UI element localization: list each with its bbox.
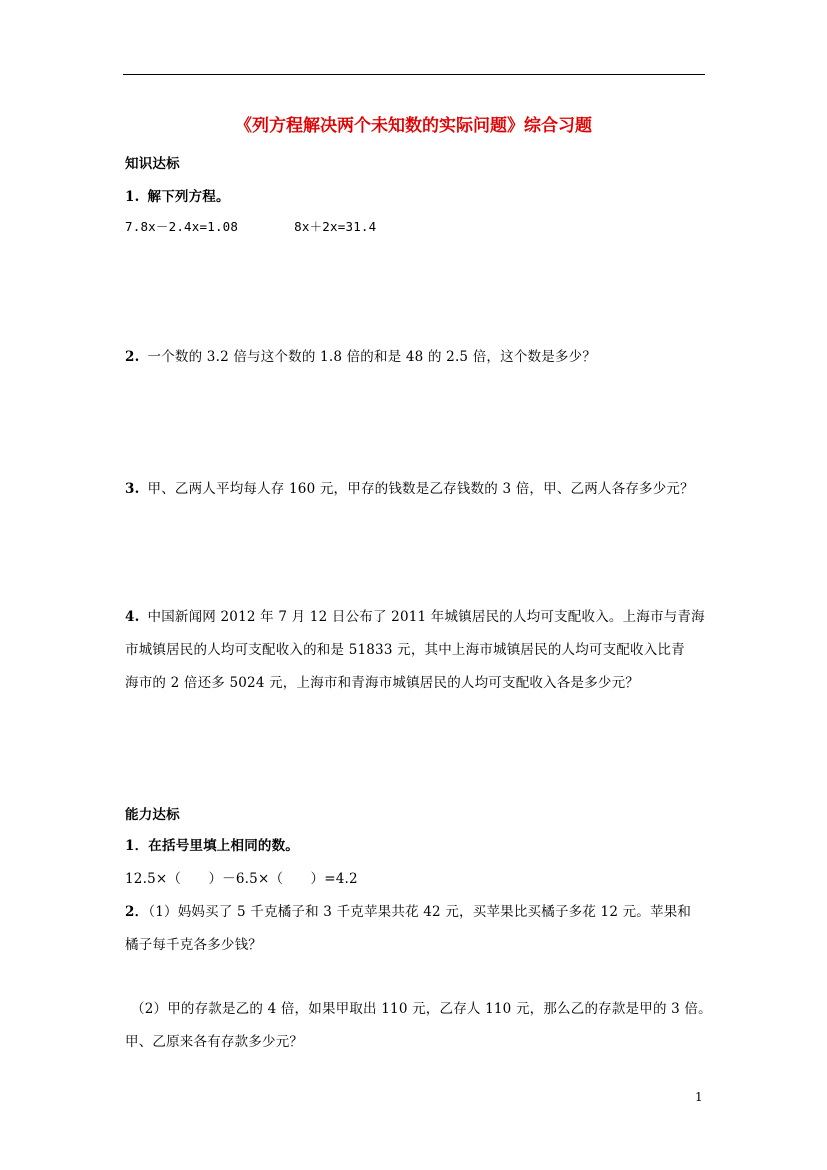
question-1-text: 解下列方程。	[147, 189, 230, 205]
question-4-line-1	[125, 605, 705, 625]
header-rule	[123, 74, 705, 75]
question-3-number: 3.	[125, 481, 140, 497]
question-2-number: 2.	[125, 349, 140, 365]
question-4-number: 4.	[125, 609, 140, 625]
question-1	[125, 185, 230, 205]
question-4-text-1: 中国新闻网 2012 年 7 月 12 日公布了 2011 年城镇居民的人均可支配收入。上海市与青海	[147, 609, 705, 625]
question-2	[125, 345, 596, 365]
ability-question-1-number: 1．	[125, 838, 149, 854]
ability-question-1-text: 在括号里填上相同的数。	[148, 838, 299, 854]
ability-question-1-expression: 12.5×（ ）－6.5×（ ）=4.2	[125, 871, 358, 887]
question-1-number: 1.	[125, 189, 140, 205]
section-heading-knowledge: 知识达标	[125, 156, 180, 172]
ability-question-2-part-1-text: （1）妈妈买了 5 千克橘子和 3 千克苹果共花 42 元，买苹果比买橘子多花 12 元。苹果和	[148, 904, 692, 920]
page-number: 1	[695, 1090, 703, 1104]
section-heading-ability: 能力达标	[125, 807, 180, 823]
ability-question-2-part-2-line-1: （2）甲的存款是乙的 4 倍，如果甲取出 110 元，乙存人 110 元，那么乙的存款是甲的 3 倍。	[131, 1001, 712, 1017]
ability-question-2-part-2-line-2: 甲、乙原来各有存款多少元？	[125, 1034, 304, 1050]
ability-question-1	[125, 834, 299, 854]
question-3-text: 甲、乙两人平均每人存 160 元，甲存的钱数是乙存钱数的 3 倍，甲、乙两人各存多少元？	[147, 481, 694, 497]
ability-question-2-number: 2．	[125, 904, 149, 920]
question-2-text: 一个数的 3.2 倍与这个数的 1.8 倍的和是 48 的 2.5 倍，这个数是多少？	[147, 349, 597, 365]
document-title: 《列方程解决两个未知数的实际问题》综合习题	[235, 116, 592, 136]
equation-1: 7.8x－2.4x=1.08	[125, 219, 239, 234]
question-3	[125, 477, 694, 497]
equations-row	[125, 217, 376, 235]
question-4-line-2: 市城镇居民的人均可支配收入的和是 51833 元，其中上海市城镇居民的人均可支配收入比青	[125, 642, 685, 658]
question-4-line-3: 海市的 2 倍还多 5024 元，上海市和青海市城镇居民的人均可支配收入各是多少元？	[125, 675, 640, 691]
equation-2: 8x＋2x=31.4	[294, 219, 377, 234]
ability-question-2-part-1-line-1	[125, 900, 691, 920]
ability-question-2-part-1-line-2: 橘子每千克各多少钱？	[125, 937, 262, 953]
